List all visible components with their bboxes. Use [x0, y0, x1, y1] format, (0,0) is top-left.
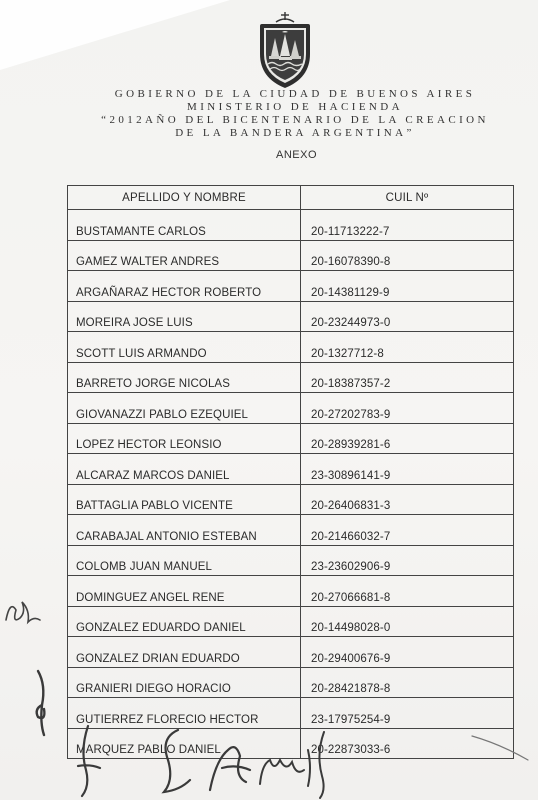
cell-name: MOREIRA JOSE LUIS — [68, 301, 301, 332]
cell-name: BUSTAMANTE CARLOS — [68, 210, 301, 241]
cell-name: GONZALEZ DRIAN EDUARDO — [68, 637, 301, 668]
column-header-cuil: CUIL Nº — [301, 186, 514, 210]
table-row — [68, 545, 514, 576]
cell-cuil: 20-18387357-2 — [301, 362, 514, 393]
cell-cuil: 20-11713222-7 — [301, 210, 514, 241]
cell-cuil: 20-14381129-9 — [301, 271, 514, 302]
cell-name: SCOTT LUIS ARMANDO — [68, 332, 301, 363]
cell-cuil: 20-28939281-6 — [301, 423, 514, 454]
cell-cuil: 20-27066681-8 — [301, 576, 514, 607]
table-row — [68, 240, 514, 271]
column-header-name: APELLIDO Y NOMBRE — [68, 186, 301, 210]
cell-name: LOPEZ HECTOR LEONSIO — [68, 423, 301, 454]
table-row — [68, 362, 514, 393]
cell-name: GAMEZ WALTER ANDRES — [68, 240, 301, 271]
table-header-row — [68, 186, 514, 210]
cell-name: GRANIERI DIEGO HORACIO — [68, 667, 301, 698]
table-row — [68, 423, 514, 454]
signature-left-margin-top — [0, 580, 50, 640]
table-row — [68, 393, 514, 424]
cell-cuil: 23-17975254-9 — [301, 698, 514, 729]
cell-name: GIOVANAZZI PABLO EZEQUIEL — [68, 393, 301, 424]
table-row — [68, 210, 514, 241]
table-row — [68, 606, 514, 637]
cell-cuil: 20-21466032-7 — [301, 515, 514, 546]
cell-cuil: 20-16078390-8 — [301, 240, 514, 271]
cell-cuil: 20-22873033-6 — [301, 728, 514, 759]
page-fold — [0, 0, 230, 70]
table-row — [68, 454, 514, 485]
cell-name: BATTAGLIA PABLO VICENTE — [68, 484, 301, 515]
cell-name: GUTIERREZ FLORECIO HECTOR — [68, 698, 301, 729]
cell-cuil: 20-28421878-8 — [301, 667, 514, 698]
cell-name: DOMINGUEZ ANGEL RENE — [68, 576, 301, 607]
city-seal-icon — [254, 10, 316, 90]
cell-name: BARRETO JORGE NICOLAS — [68, 362, 301, 393]
cell-name: MARQUEZ PABLO DANIEL — [68, 728, 301, 759]
personnel-table — [67, 185, 514, 759]
table-row — [68, 637, 514, 668]
header-line-year-motto: “2012AÑO DEL BICENTENARIO DE LA CREACION — [101, 114, 489, 126]
table-row — [68, 576, 514, 607]
header-line-flag: DE LA BANDERA ARGENTINA” — [175, 127, 415, 139]
table-row — [68, 515, 514, 546]
table-row — [68, 271, 514, 302]
table-row — [68, 301, 514, 332]
cell-cuil: 20-29400676-9 — [301, 637, 514, 668]
cell-name: ALCARAZ MARCOS DANIEL — [68, 454, 301, 485]
cell-name: GONZALEZ EDUARDO DANIEL — [68, 606, 301, 637]
cell-cuil: 20-23244973-0 — [301, 301, 514, 332]
cell-name: COLOMB JUAN MANUEL — [68, 545, 301, 576]
annex-title: ANEXO — [276, 149, 318, 161]
cell-cuil: 20-1327712-8 — [301, 332, 514, 363]
table-row — [68, 484, 514, 515]
cell-cuil: 23-23602906-9 — [301, 545, 514, 576]
header-line-ministry: MINISTERIO DE HACIENDA — [187, 101, 403, 113]
document-header — [60, 88, 530, 140]
header-line-government: GOBIERNO DE LA CIUDAD DE BUENOS AIRES — [114, 88, 476, 100]
cell-cuil: 20-14498028-0 — [301, 606, 514, 637]
table-row — [68, 667, 514, 698]
cell-cuil: 20-27202783-9 — [301, 393, 514, 424]
signatures-bottom-row — [60, 720, 530, 800]
cell-name: ARGAÑARAZ HECTOR ROBERTO — [68, 271, 301, 302]
cell-cuil: 23-30896141-9 — [301, 454, 514, 485]
table-row — [68, 332, 514, 363]
cell-name: CARABAJAL ANTONIO ESTEBAN — [68, 515, 301, 546]
cell-cuil: 20-26406831-3 — [301, 484, 514, 515]
